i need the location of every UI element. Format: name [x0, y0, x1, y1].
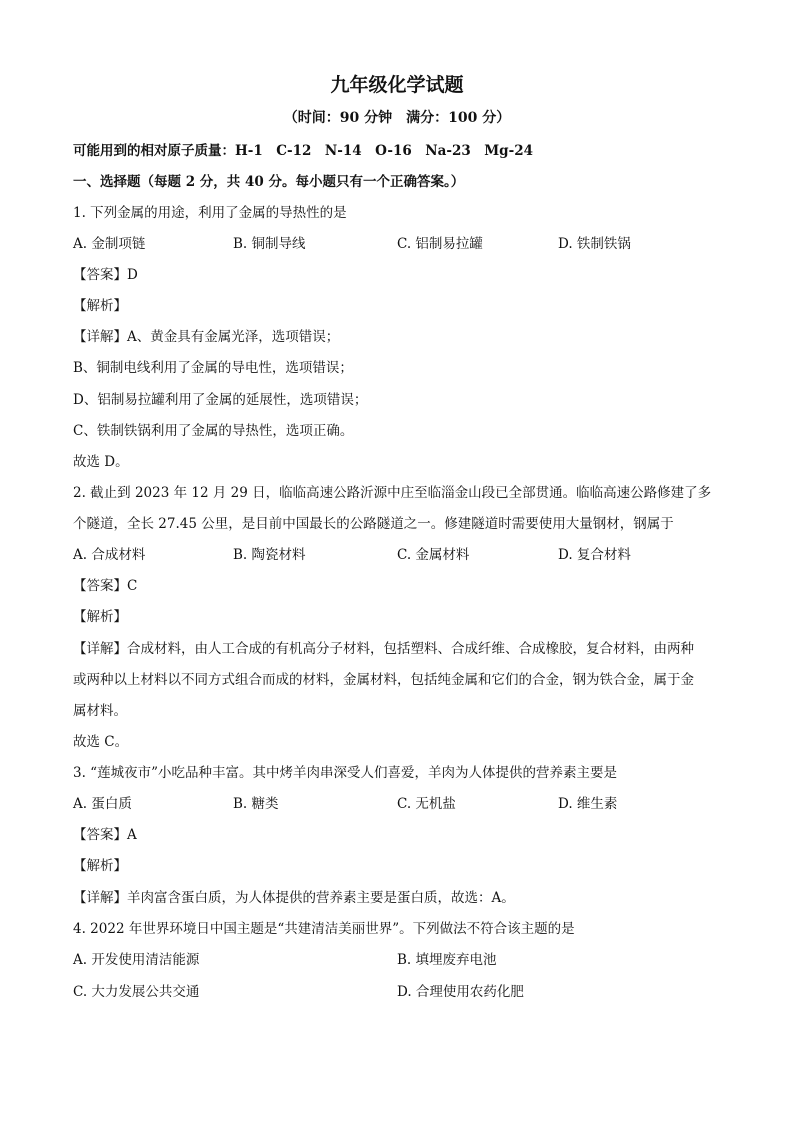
question-2-stem-line: 个隧道，全长 27.45 公里，是目前中国最长的公路隧道之一。修建隧道时需要使用大量钢材，钢属于	[73, 516, 674, 532]
q2-analysis-label: 【解析】	[73, 609, 127, 625]
q1-option-d: D. 铁制铁锅	[558, 236, 631, 252]
q1-answer: 【答案】D	[73, 267, 138, 283]
question-3-stem: 3. “莲城夜市”小吃品种丰富。其中烤羊肉串深受人们喜爱，羊肉为人体提供的营养素主要是	[73, 765, 617, 781]
q1-option-c: C. 铝制易拉罐	[397, 236, 483, 252]
q4-option-c: C. 大力发展公共交通	[73, 984, 200, 1000]
q1-detail-line: C、铁制铁锅利用了金属的导热性，选项正确。	[73, 423, 354, 439]
section-heading: 一、选择题（每题 2 分，共 40 分。每小题只有一个正确答案。）	[73, 174, 465, 190]
q3-option-c: C. 无机盐	[397, 796, 456, 812]
q2-option-c: C. 金属材料	[397, 547, 470, 563]
question-1-stem: 1. 下列金属的用途，利用了金属的导热性的是	[73, 205, 347, 221]
q1-detail-line: 【详解】A、黄金具有金属光泽，选项错误；	[73, 329, 340, 345]
q2-detail-line: 【详解】合成材料，由人工合成的有机高分子材料，包括塑料、合成纤维、合成橡胶，复合材料，由两种	[73, 641, 694, 657]
q1-option-b: B. 铜制导线	[233, 236, 306, 252]
atomic-mass-line: 可能用到的相对原子质量：H-1 C-12 N-14 O-16 Na-23 Mg-24	[73, 143, 534, 159]
q3-detail: 【详解】羊肉富含蛋白质，为人体提供的营养素主要是蛋白质，故选：A。	[73, 890, 515, 906]
q2-conclusion: 故选 C。	[73, 734, 129, 750]
exam-time-score: （时间：90 分钟 满分：100 分）	[283, 110, 511, 126]
question-4-stem: 4. 2022 年世界环境日中国主题是“共建清洁美丽世界”。下列做法不符合该主题的是	[73, 921, 575, 937]
q2-detail-line: 或两种以上材料以不同方式组合而成的材料，金属材料，包括纯金属和它们的合金，钢为铁合金，属于金	[73, 672, 694, 688]
q3-option-d: D. 维生素	[558, 796, 618, 812]
q2-answer: 【答案】C	[73, 578, 138, 594]
q4-option-b: B. 填埋废弃电池	[397, 952, 497, 968]
q1-option-a: A. 金制项链	[73, 236, 146, 252]
q1-detail-line: D、铝制易拉罐利用了金属的延展性，选项错误；	[73, 392, 368, 408]
q3-option-a: A. 蛋白质	[73, 796, 132, 812]
q3-option-b: B. 糖类	[233, 796, 279, 812]
q3-analysis-label: 【解析】	[73, 858, 127, 874]
q1-conclusion: 故选 D。	[73, 454, 129, 470]
question-2-stem-line: 2. 截止到 2023 年 12 月 29 日，临临高速公路沂源中庄至临淄金山段已全部贯通。临临高速公路修建了多	[73, 485, 712, 501]
q4-option-d: D. 合理使用农药化肥	[397, 984, 524, 1000]
q2-option-d: D. 复合材料	[558, 547, 631, 563]
page-title: 九年级化学试题	[330, 74, 464, 96]
q4-option-a: A. 开发使用清洁能源	[73, 952, 200, 968]
q1-analysis-label: 【解析】	[73, 298, 127, 314]
q1-detail-line: B、铜制电线利用了金属的导电性，选项错误；	[73, 360, 353, 376]
q2-option-b: B. 陶瓷材料	[233, 547, 306, 563]
q2-option-a: A. 合成材料	[73, 547, 146, 563]
q2-detail-line: 属材料。	[73, 703, 127, 719]
q3-answer: 【答案】A	[73, 827, 137, 843]
